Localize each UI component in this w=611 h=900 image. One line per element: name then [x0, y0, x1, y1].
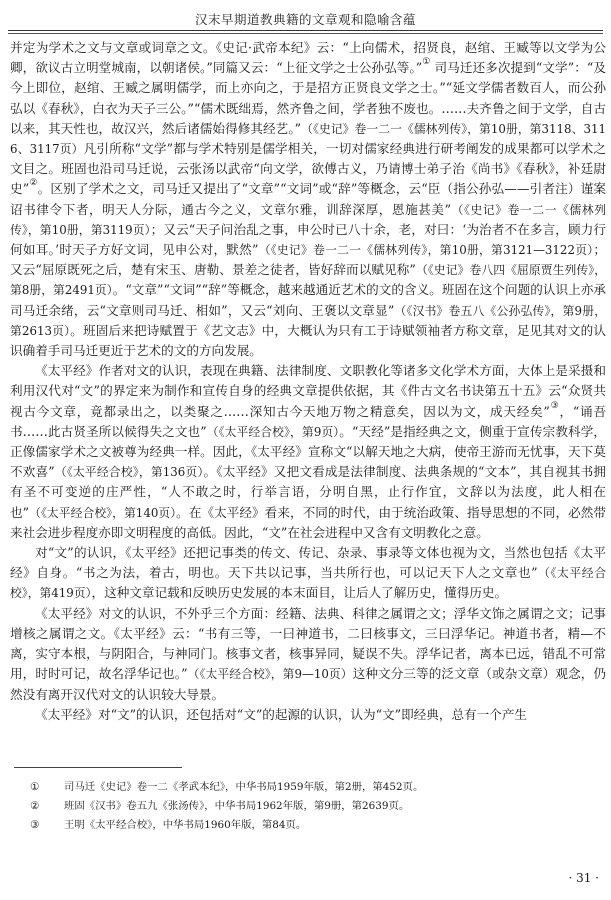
paragraph-text: 《太平经》作者对文的认识，表现在典籍、法律制度、文职教化等诸多文化学术方面，大体上是采摄和利用汉代对“文”的界定来为制作和宣传自身的经典文章提供依据，其《件古文名书诀第五十五》云“众贤共视古今文章，竟都录出之，以类聚之……深知古今天地万物之精意矣，因以为文，成天经矣” [10, 363, 606, 419]
paragraph-text: 。“天经”是指经典之文，侧重于宣传宗教科学，正像儒家学术之文被尊为经典一样。因此，《太平经》宣称文“以解天地之大病，使帝王游而无忧事，天下莫不欢喜” [10, 423, 606, 480]
footnote-separator [14, 767, 182, 768]
paragraph-text: ，“诵吾书……此古贤圣所以候得失之文也” [10, 403, 606, 439]
header-rule-thin [8, 33, 603, 34]
footnote-mark: ② [30, 800, 40, 812]
inline-citation: （《太平经合校》，第419页） [10, 566, 606, 601]
footnote-reference: ② [29, 178, 38, 189]
paragraph-text: ；又云“天子问治乱之事，申公时已八十余，老，对曰：‘为治者不在多言，顾力行何如耳。’时天子方好文词，见申公对，默然” [10, 221, 606, 258]
paragraph-text: 。《太平经》又把文看成是法律制度、法典条规的“文本”，其自视其书拥有圣不可变逆的庄严性，“人不敢之时，行举言语，分明自黑，止行作宜，文辞以为法度，此人相在也” [10, 464, 606, 520]
paragraph-text: 。区别了学术之文，司马迁又提出了“文章”“文词”或“辞”等概念，云“臣（指公孙弘——引者注）谨案诏书律令下者，明天人分际，通古今之义，文章尔雅，训辞深厚，恩施甚美” [10, 181, 606, 217]
footnote-text: 班固《汉书》卷五九《张汤传》，中华书局1962年版，第9册，第2639页。 [64, 800, 410, 812]
page-number: · 31 · [568, 871, 599, 885]
inline-citation: （《史记》卷一二一《儒林列传》，第10册，第3121—3122页） [258, 243, 594, 258]
body-paragraph [10, 705, 606, 725]
inline-citation: （《太平经合校》，第9—10页） [187, 667, 353, 682]
footnote-item [30, 816, 590, 835]
footnote-reference: ① [422, 57, 431, 68]
body-paragraph [10, 604, 606, 705]
paragraph-text: 并定为学术之文与文章或词章之文。《史记·武帝本纪》云：“上向儒术，招贤良，赵绾、王臧等以文学为公卿，欲议古立明堂城南，以朝诸侯。”同篇又云：“上征文学之士公孙弘等。” [10, 40, 606, 76]
footnote-reference: ③ [549, 400, 560, 411]
paragraph-text: ；又云“屈原既死之后，楚有宋玉、唐勒、景差之徒者，皆好辞而以赋见称” [10, 242, 606, 278]
footnote-mark: ③ [30, 819, 40, 831]
paragraph-text: 《太平经》对“文”的认识，还包括对“文”的起源的认识，认为“文”即经典，总有一个产生 [35, 706, 528, 722]
paragraph-text: ，这种文章记载和反映历史发展的本末面目，让后人了解历史，懂得历史。 [91, 585, 508, 601]
header-rule-thick [8, 30, 603, 31]
paragraph-text: 《太平经》对文的认识，不外乎三个方面：经籍、法典、科律之属谓之文；浮华文饰之属谓之文；记事增核之属谓之文。《太平经》云：“书有三等，一曰神道书，二曰核事文，三曰浮华记。神道书者，精—不离，实守本根，与阴阳合，与神同门。核事文者，核事异同，疑误不失。浮华记者，离本已远，错乱不可常用，时时可记，故名浮华记也。” [10, 605, 606, 682]
body-paragraph [10, 38, 606, 361]
inline-citation: （《史记》卷一二一《儒林列传》，第10册，第3119页） [10, 202, 606, 237]
body-paragraph [10, 543, 606, 604]
footnote-text: 司马迁《史记》卷一二《孝武本纪》，中华书局1959年版，第2册，第452页。 [64, 781, 424, 793]
inline-citation: （《史记》卷八四《屈原贾生列传》，第8册，第2491页） [10, 263, 606, 298]
inline-citation: （《太平经合校》，第140页） [29, 505, 177, 520]
paragraph-text: 凡引所称“文学”都与学术特别是儒学相关，一切对儒家经典进行研考阐发的成果都可以学术之文目之。班固也沿司马迁说，云张汤以武帝“向文学，欲傅古义，乃请博士弟子治《尚书》《春秋》，补廷尉史” [10, 141, 606, 197]
footnotes [30, 778, 590, 835]
body-paragraph [10, 361, 606, 543]
paragraph-text: 。班固后来把诗赋置于《艺文志》中，大概认为只有工于诗赋领袖者方称文章，足见其对文的认识确着手司马迁更近于艺术的文的方向发展。 [10, 322, 607, 359]
inline-citation: （《汉书》卷五八《公孙弘传》，第9册，第2613页） [10, 303, 606, 338]
inline-citation: （《史记》卷一二一《儒林列传》，第10册，第3118、3116、3117页） [10, 121, 606, 157]
footnote-mark: ① [30, 781, 40, 793]
paragraph-text: 。“文章”“文词”“辞”等概念，越来越通近艺术的文的含义。班固在这个问题的认识上亦承司马迁余绪，云“文章则司马迁、相如”，又云“刘向、王褒以文章显” [10, 282, 606, 318]
running-header [0, 6, 611, 30]
footnote-item [30, 778, 590, 797]
footnote-text: 王明《太平经合校》，中华书局1960年版，第84页。 [64, 819, 307, 831]
inline-citation: （《太平经合校》，第9页） [206, 424, 340, 439]
body-text [10, 38, 606, 725]
paragraph-text: 司马迁还多次提到“文学”：“及今上即位，赵绾、王臧之属明儒学，而上亦向之，于是招方正贤良文学之士。”“延文学儒者数百人，而公孙弘以《春秋》，白衣为天子三公。”“儒术既绌焉，然齐鲁之间，学者独不废也。……夫齐鲁之间于文学，自古以来，其天性也，故汉兴，然后诸儒始得修其经艺。” [10, 60, 606, 136]
running-header-title: 汉末早期道教典籍的文章观和隐喻含蕴 [194, 12, 416, 27]
paragraph-text: 对“文”的认识，《太平经》还把记事类的传文、传记、杂录、事录等文体也视为文，当然也包括《太平经》自身。“书之为法，着古，明也。天下共以记事，当共所行也，可以记天下人之文章也” [10, 545, 606, 581]
paragraph-text: 。在《太平经》看来，不同的时代，由于统治政策、指导思想的不同，必然带来社会进步程度亦即文明程度的高低。因此，“文”在社会进程中又含有文明教化之意。 [10, 504, 606, 540]
footnote-item [30, 797, 590, 816]
paragraph-text: 这种文分三等的泛文章（或杂文章）观念，仍然没有离开汉代对文的认识较大导景。 [10, 666, 607, 702]
inline-citation: （《太平经合校》，第136页） [54, 465, 204, 480]
